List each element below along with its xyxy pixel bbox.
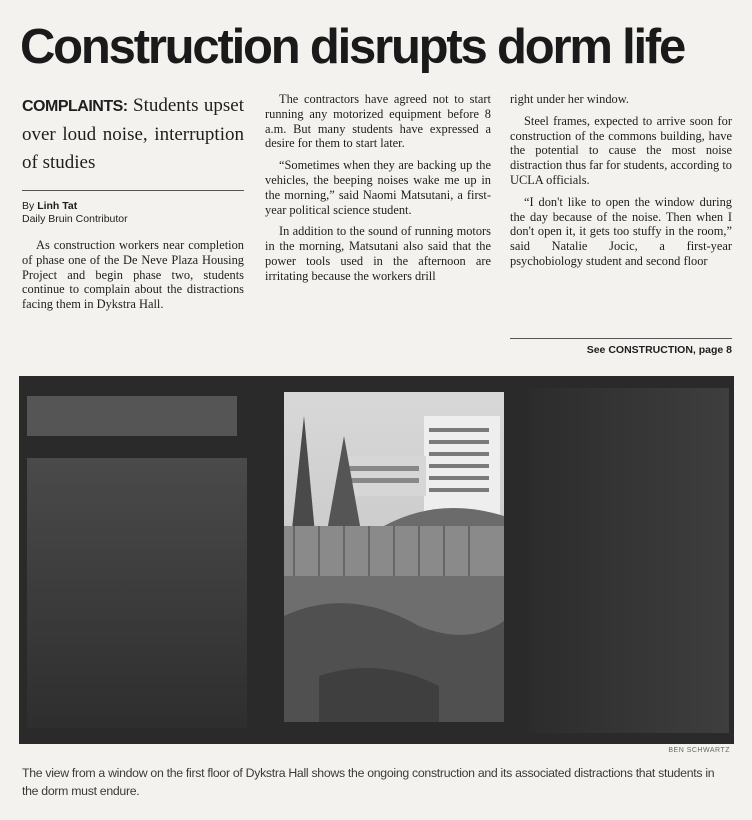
paragraph: Steel frames, expected to arrive soon for construction of the commons building, have the potential to cause the most noise distraction thus far for students, according to UCLA officials.	[510, 113, 732, 187]
paragraph: “Sometimes when they are backing up the vehicles, the beeping noises wake me up in the morning,” said Naomi Matsutani, a first-year political science student.	[265, 158, 491, 217]
byline-by: By	[22, 200, 35, 212]
jump-line: See CONSTRUCTION, page 8	[510, 338, 732, 356]
photo-credit: BEN SCHWARTZ	[668, 747, 730, 754]
article-column-3	[510, 92, 732, 276]
deck-rule	[22, 190, 244, 191]
byline-title: Daily Bruin Contributor	[22, 213, 128, 225]
article-column-1	[22, 92, 244, 319]
article-column-2	[265, 92, 491, 291]
paragraph: The contractors have agreed not to start running any motorized equipment before 8 a.m. But many students have expressed a desire for them to start later.	[265, 92, 491, 151]
headline: Construction disrupts dorm life	[20, 20, 685, 74]
photo-caption: The view from a window on the first floor of Dykstra Hall shows the ongoing construction and its associated distractions that students in the dorm must endure.	[22, 766, 715, 798]
deck-kicker: COMPLAINTS:	[22, 98, 128, 115]
paragraph-continued: right under her window.	[510, 92, 629, 106]
deck	[22, 92, 244, 177]
news-photo	[19, 376, 734, 744]
paragraph: As construction workers near completion of phase one of the De Neve Plaza Housing Project and begin phase two, students continue to complain about the distractions facing them in Dykstra Hall.	[22, 238, 244, 312]
byline	[22, 200, 244, 226]
paragraph: In addition to the sound of running motors in the morning, Matsutani also said that the power tools used in the afternoon are irritating because the workers drill	[265, 224, 491, 283]
paragraph: “I don't like to open the window during the day because of the noise. Then when I don't open it, it gets too stuffy in the room,” said Natalie Jocic, a first-year psychobiology student and second floor	[510, 194, 732, 268]
deck-text: Students upset over loud noise, interruption of studies	[22, 95, 245, 173]
byline-name: Linh Tat	[37, 200, 78, 212]
photo-image	[19, 376, 734, 744]
